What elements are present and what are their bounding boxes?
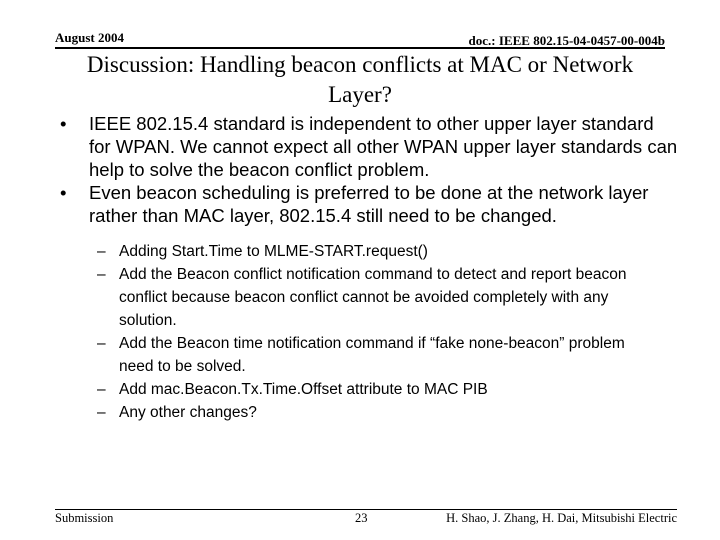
footer-divider [55, 509, 677, 510]
sub-bullet-text: Add the Beacon conflict notification command to detect and report beacon conflict because beacon conflict cannot be avoided completely with any solution. [119, 266, 627, 329]
sub-bullet-text: Any other changes? [119, 404, 257, 421]
sub-bullet-item [97, 332, 657, 378]
sub-bullet-text: Add the Beacon time notification command if “fake none-beacon” problem need to be solved. [119, 335, 625, 375]
sub-bullet-item [97, 378, 657, 401]
bullet-list [60, 112, 680, 227]
sub-bullet-item [97, 263, 657, 332]
sub-bullet-marker: – [97, 335, 106, 352]
sub-bullet-text: Adding Start.Time to MLME-START.request() [119, 243, 428, 260]
sub-bullet-marker: – [97, 381, 106, 398]
bullet-item [60, 112, 680, 181]
sub-bullet-marker: – [97, 243, 106, 260]
bullet-marker: • [60, 182, 67, 203]
header-divider [55, 47, 665, 49]
bullet-item [60, 181, 680, 227]
sub-bullet-text: Add mac.Beacon.Tx.Time.Offset attribute to MAC PIB [119, 381, 488, 398]
bullet-text: IEEE 802.15.4 standard is independent to other upper layer standard for WPAN. We cannot expect all other WPAN upper layer standards can help to solve the beacon conflict problem. [89, 113, 678, 180]
slide-title: Discussion: Handling beacon conflicts at MAC or Network Layer? [86, 52, 634, 107]
footer-page-number: 23 [355, 511, 368, 525]
bullet-text: Even beacon scheduling is preferred to be done at the network layer rather than MAC layer, 802.15.4 still need to be changed. [89, 182, 649, 226]
footer-authors: H. Shao, J. Zhang, H. Dai, Mitsubishi Electric [446, 511, 677, 525]
bullet-marker: • [60, 113, 67, 134]
sub-bullet-list [97, 240, 657, 424]
header-date: August 2004 [55, 30, 124, 45]
header-doc-id: doc.: IEEE 802.15-04-0457-00-004b [468, 33, 665, 48]
sub-bullet-item [97, 240, 657, 263]
footer-submission: Submission [55, 511, 114, 525]
sub-bullet-marker: – [97, 404, 106, 421]
sub-bullet-item [97, 401, 657, 424]
sub-bullet-marker: – [97, 266, 106, 283]
